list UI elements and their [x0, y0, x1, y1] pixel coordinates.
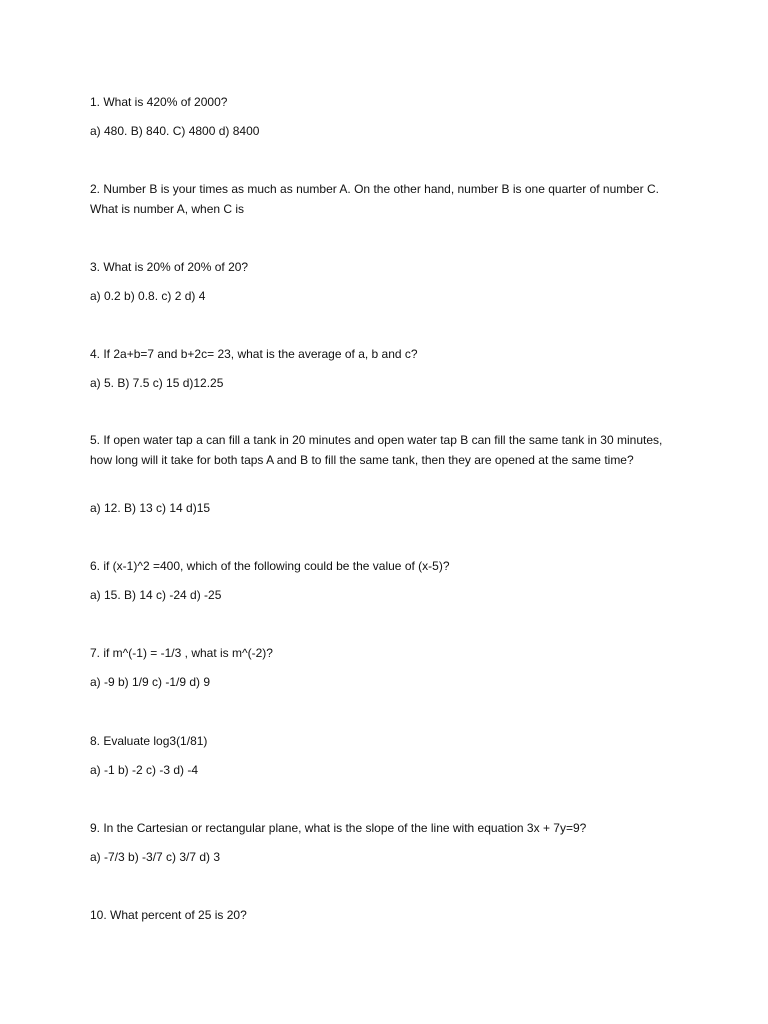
question-9: 9. In the Cartesian or rectangular plane, what is the slope of the line with equation 3x + 7y=9?: [90, 821, 587, 835]
question-5-options: a) 12. B) 13 c) 14 d)15: [90, 501, 211, 515]
question-1-options: a) 480. B) 840. C) 4800 d) 8400: [90, 124, 260, 138]
question-6-options: a) 15. B) 14 c) -24 d) -25: [90, 588, 222, 602]
question-1: 1. What is 420% of 2000?: [90, 95, 228, 109]
question-6: 6. if (x-1)^2 =400, which of the following could be the value of (x-5)?: [90, 559, 450, 573]
question-10: 10. What percent of 25 is 20?: [90, 908, 247, 922]
question-4: 4. If 2a+b=7 and b+2c= 23, what is the average of a, b and c?: [90, 347, 418, 361]
question-3: 3. What is 20% of 20% of 20?: [90, 260, 249, 274]
question-7: 7. if m^(-1) = -1/3 , what is m^(-2)?: [90, 646, 273, 660]
question-5: 5. If open water tap a can fill a tank in 20 minutes and open water tap B can fill the same tank in 30 minutes, how long will it take for both taps A and B to fill the same tank, then they are opened at the same time?: [90, 433, 663, 467]
question-7-options: a) -9 b) 1/9 c) -1/9 d) 9: [90, 675, 211, 689]
question-9-options: a) -7/3 b) -3/7 c) 3/7 d) 3: [90, 850, 221, 864]
question-8-options: a) -1 b) -2 c) -3 d) -4: [90, 763, 199, 777]
question-4-options: a) 5. B) 7.5 c) 15 d)12.25: [90, 376, 224, 390]
question-2: 2. Number B is your times as much as number A. On the other hand, number B is one quarter of number C. What is number A, when C is: [90, 182, 659, 216]
question-8: 8. Evaluate log3(1/81): [90, 734, 208, 748]
question-3-options: a) 0.2 b) 0.8. c) 2 d) 4: [90, 289, 206, 303]
